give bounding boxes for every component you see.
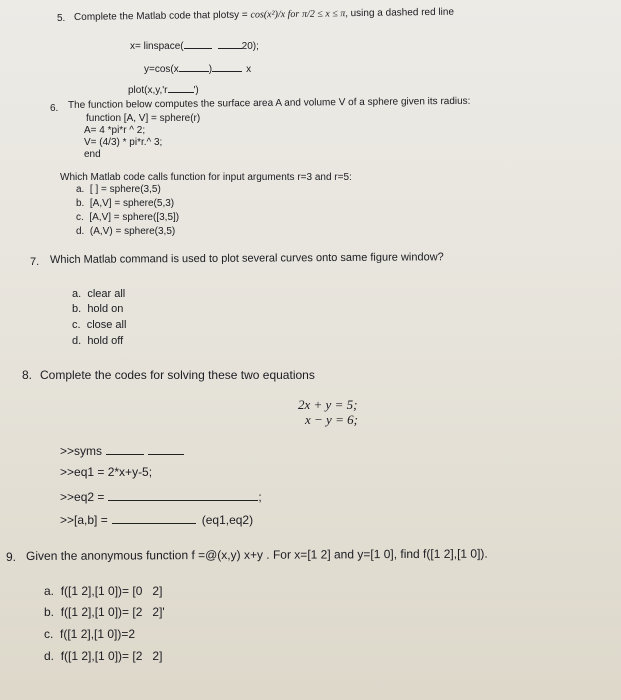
question-9-number: 9. [6,550,17,564]
answer-blank [148,443,184,455]
option-text: [A,V] = sphere(5,3) [89,198,175,209]
code-eq2-end: ; [258,489,262,504]
question-6-stem: The function below computes the surface area A and volume V of a sphere given its radius: [67,95,471,111]
question-8-number: 8. [22,368,33,382]
code-cos-x: x [246,64,252,75]
option-letter: d. [44,649,55,663]
question-5-code-cos [144,62,251,75]
question-6-code-line: A= 4 *pi*r ^ 2; [84,125,146,136]
question-9-option-c [44,628,135,641]
option-text: f([1 2],[1 0])=2 [60,627,136,641]
question-8-line-eq1: >>eq1 = 2*x+y-5; [60,465,153,479]
option-letter: c. [72,319,81,331]
question-5-code-linspace [130,39,259,52]
equation-2: x − y = 6; [305,412,358,427]
question-5-stem-tail: using a dashed red line [350,6,455,20]
option-letter: b. [76,198,85,209]
code-syms: >>syms [60,443,103,458]
option-text: hold off [87,335,124,347]
option-text: [A,V] = sphere([3,5]) [89,212,180,223]
option-letter: c. [44,627,54,641]
question-7-option-d [72,335,123,347]
question-6-question: Which Matlab code calls function for input arguments r=3 and r=5: [60,172,352,183]
question-6-option-b [76,198,174,209]
question-9-option-a [44,585,162,598]
question-7-option-b [72,303,123,315]
equation-1: 2x + y = 5; [298,397,358,412]
question-6-code-line: function [A, V] = sphere(r) [86,113,201,124]
code-ab-end: (eq1,eq2) [201,512,254,527]
answer-blank [179,62,209,72]
option-text: f([1 2],[1 0])= [0 2] [60,584,163,598]
question-6-code-line: V= (4/3) * pi*r.^ 3; [84,137,163,148]
answer-blank [184,39,212,49]
code-plot-end: ') [193,85,199,96]
option-text: close all [86,319,127,331]
question-9-option-d [44,650,162,663]
option-letter: c. [76,212,84,223]
question-6-number: 6. [50,103,59,114]
question-6-option-d [76,226,175,237]
option-text: hold on [87,303,124,315]
option-letter: d. [72,335,82,347]
option-text: clear all [87,288,126,300]
code-eq2: >>eq2 = [60,489,105,504]
question-9-stem: Given the anonymous function f =@(x,y) x+y . For x=[1 2] and y=[1 0], find f([1 2],[1 0]). [25,546,488,563]
question-5-number: 5. [57,13,66,24]
question-8-line-ab [60,512,253,527]
option-text: (A,V) = sphere(3,5) [89,226,176,237]
option-letter: a. [76,184,85,195]
question-6-option-a [76,184,161,195]
question-8-line-syms [60,443,184,458]
option-text: f([1 2],[1 0])= [2 2] [60,649,163,663]
answer-blank [218,39,242,49]
answer-blank [212,62,242,72]
question-7-number: 7. [30,256,40,268]
question-6-option-c [76,212,179,223]
option-text: f([1 2],[1 0])= [2 2]' [60,605,165,619]
option-letter: b. [44,605,55,619]
question-8-line-eq2 [60,489,262,504]
question-7-option-a [72,288,125,300]
code-linspace-end: 20); [241,41,259,52]
question-7-stem: Which Matlab command is used to plot several curves onto same figure window? [49,251,444,266]
option-letter: b. [72,303,82,315]
question-8-stem: Complete the codes for solving these two equations [40,368,315,382]
question-5-formula: cos(x²)/x for [250,8,300,21]
question-5-code-plot [128,83,199,96]
answer-blank [168,83,194,93]
answer-blank [106,443,144,455]
code-linspace-start: x= linspace( [130,41,184,52]
code-cos-start: y=cos(x [144,64,179,75]
code-cos-paren: ) [208,64,213,75]
question-7-option-c [72,319,126,331]
code-plot-start: plot(x,y,'r [128,85,168,96]
option-letter: a. [44,584,55,598]
question-9-option-b [44,606,165,619]
option-letter: d. [76,226,85,237]
code-ab: >>[a,b] = [60,512,108,527]
answer-blank [108,489,258,501]
question-5-stem-text: Complete the Matlab code that plotsy = [73,9,248,23]
answer-blank [112,512,196,524]
option-text: [ ] = sphere(3,5) [89,184,161,195]
question-5-stem [74,7,454,23]
option-letter: a. [72,288,82,300]
question-6-code-line: end [84,149,101,160]
question-5-range: π/2 ≤ x ≤ π, [302,8,348,20]
